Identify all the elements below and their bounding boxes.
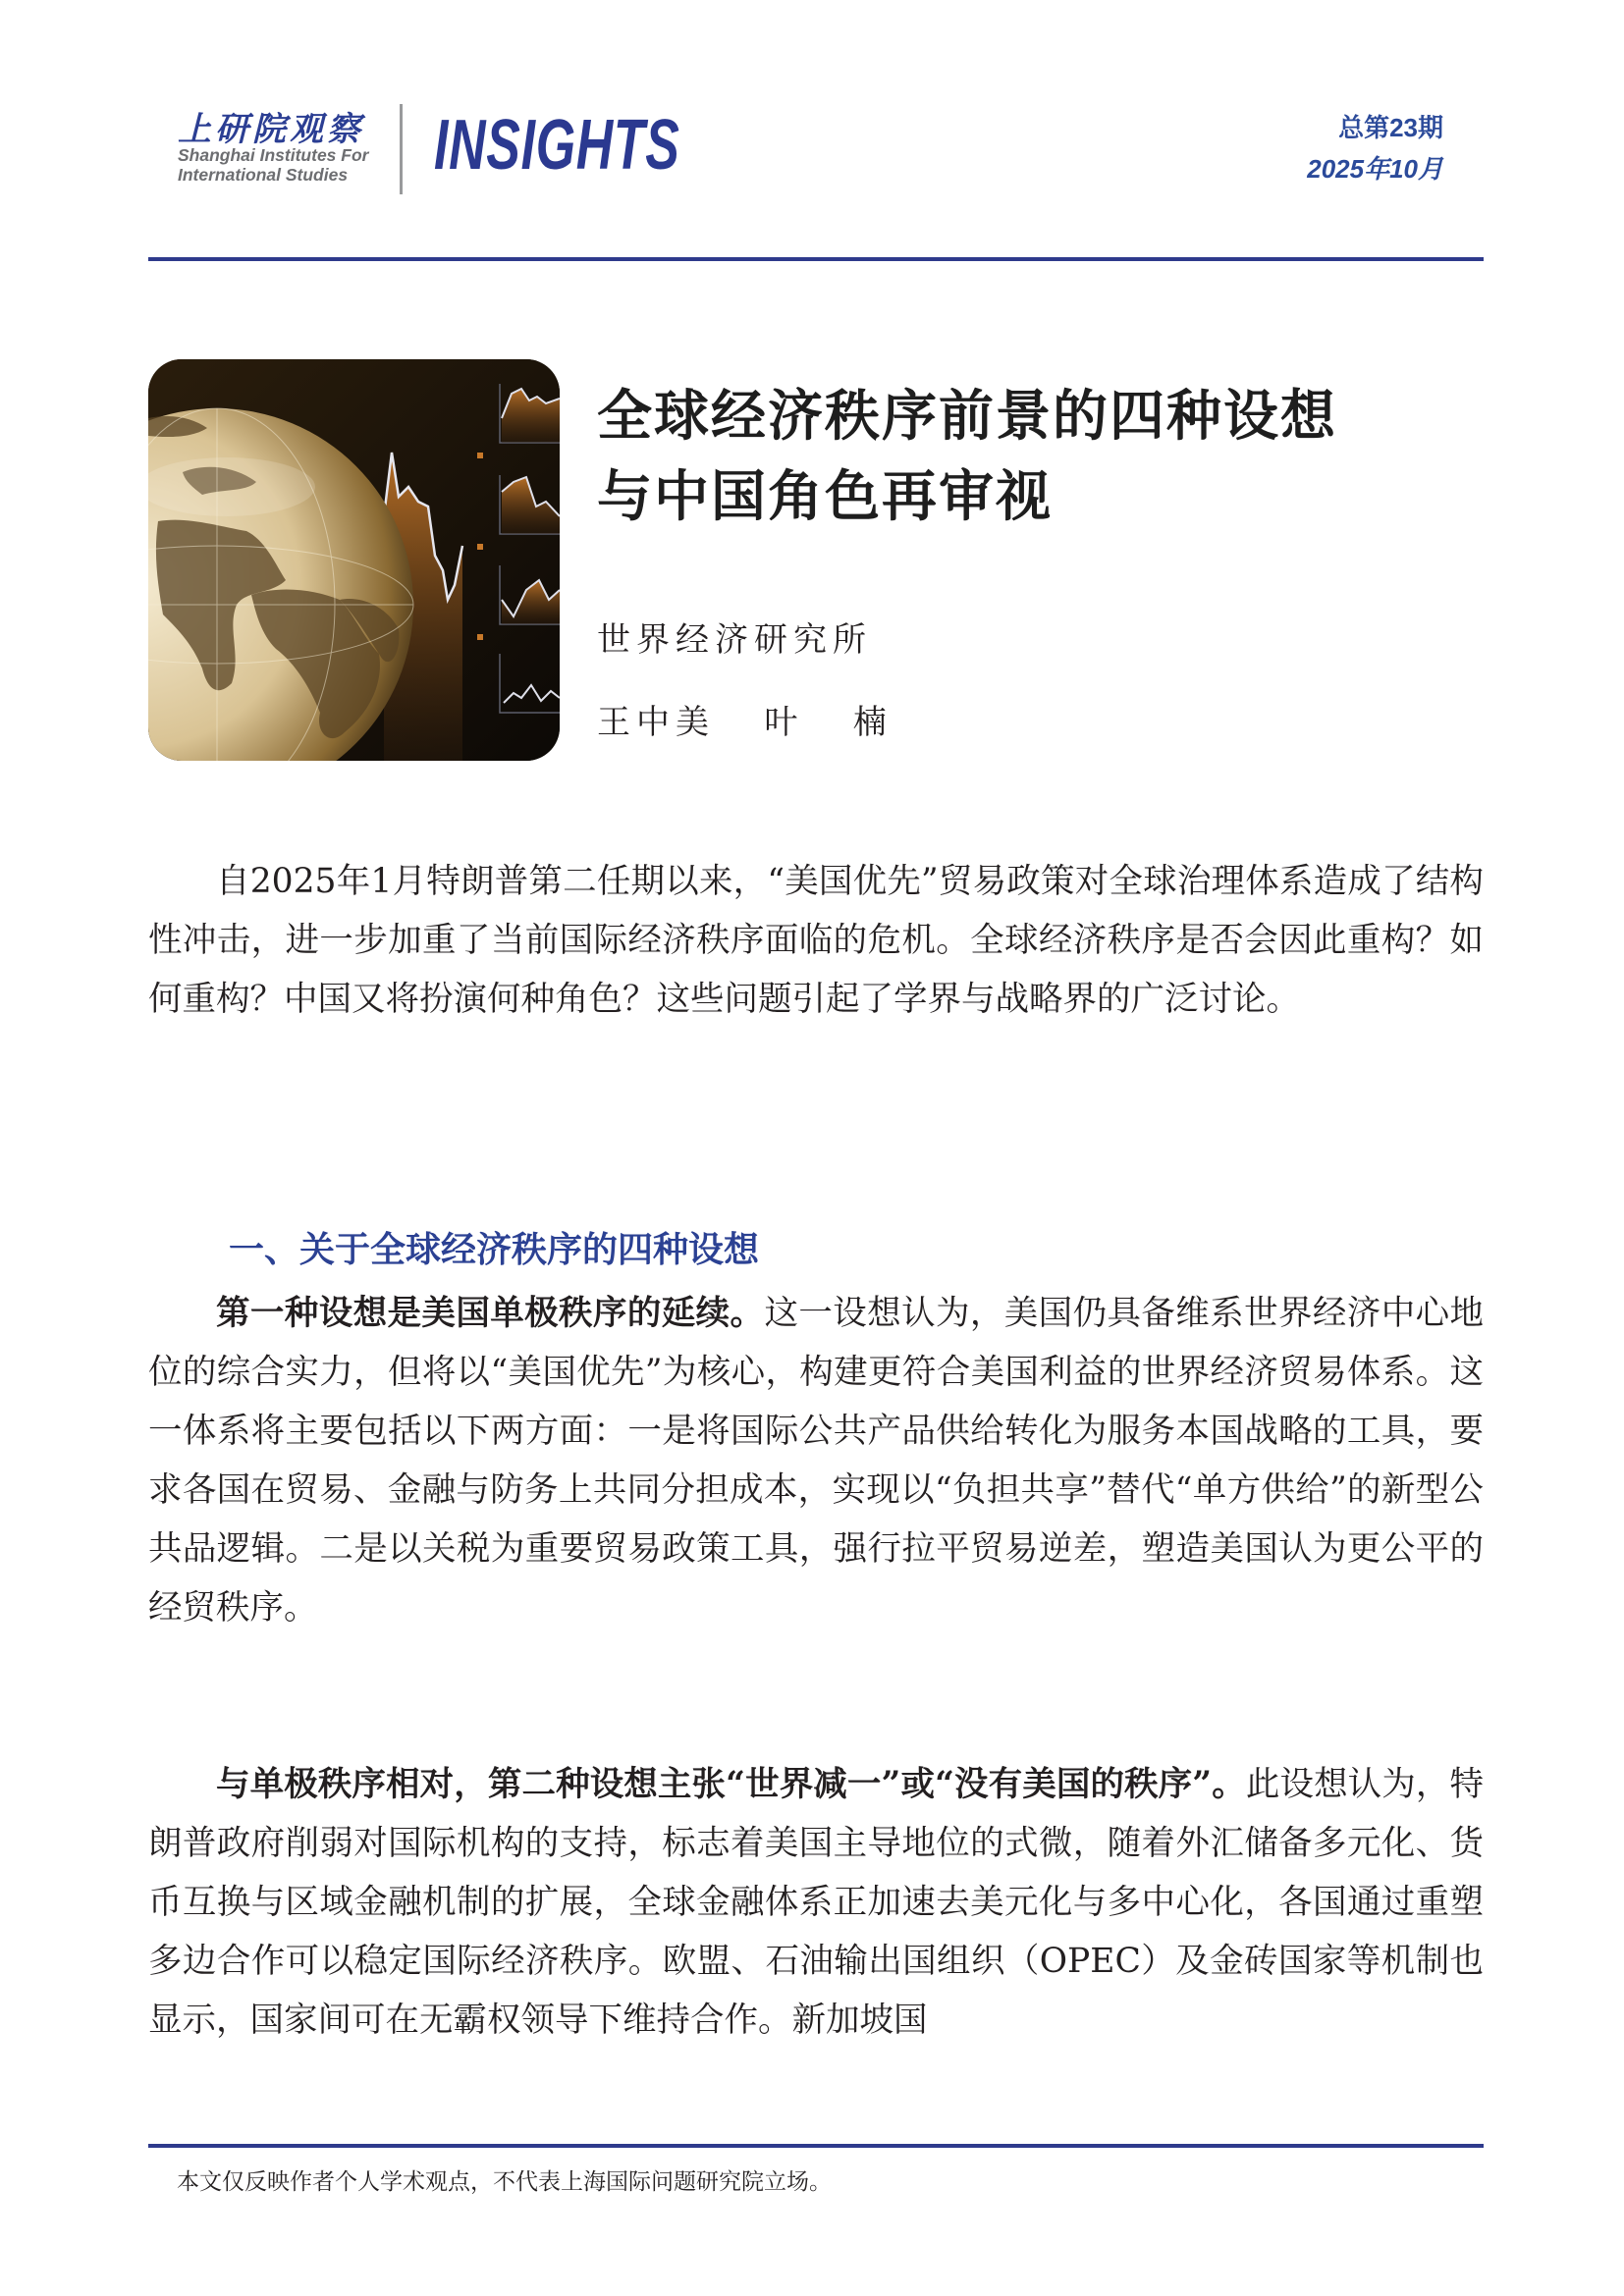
footer-rule (148, 2144, 1484, 2148)
paragraph-second-scenario (148, 1755, 1484, 2050)
paragraph-lead: 第一种设想是美国单极秩序的延续。 (216, 1294, 765, 1333)
paragraph-body: 此设想认为，特朗普政府削弱对国际机构的支持，标志着美国主导地位的式微，随着外汇储备多元化、货币互换与区域金融机制的扩展，全球金融体系正加速去美元化与多中心化，各国通过重塑多边合作可以稳定国际经济秩序。欧盟、石油输出国组织（OPEC）及金砖国家等机制也显示，国家间可在无霸权领导下维持合作。新加坡国 (148, 1765, 1485, 2040)
issue-number: 总第23期 (1338, 113, 1443, 142)
paragraph-first-scenario (148, 1284, 1484, 1637)
article-title-line1: 全球经济秩序前景的四种设想 (597, 385, 1337, 449)
paragraph-first-scenario-block (148, 1284, 1484, 1637)
series-name: INSIGHTS (434, 106, 680, 185)
issue-date: 2025年10月 (1307, 154, 1443, 184)
article-title-line2: 与中国角色再审视 (597, 465, 1053, 529)
intro-paragraph-block (148, 852, 1484, 1029)
paragraph-body: 这一设想认为，美国仍具备维系世界经济中心地位的综合实力，但将以“美国优先”为核心，构建更符合美国利益的世界经济贸易体系。这一体系将主要包括以下两方面：一是将国际公共产品供给转化为服务本国战略的工具，要求各国在贸易、金融与防务上共同分担成本，实现以“负担共享”替代“单方供给”的新型公共品逻辑。二是以关税为重要贸易政策工具，强行拉平贸易逆差，塑造美国认为更公平的经贸秩序。 (148, 1294, 1485, 1628)
logo-chinese: 上研院观察 (178, 110, 364, 149)
logo-divider (400, 104, 403, 194)
paragraph-lead: 与单极秩序相对，第二种设想主张“世界减一”或“没有美国的秩序”。 (216, 1765, 1246, 1804)
globe-with-stock-charts-image (148, 359, 560, 761)
logo-english-line1: Shanghai Institutes For (178, 145, 369, 165)
header-rule (148, 257, 1484, 261)
author-names: 王中美 叶 楠 (597, 703, 893, 742)
paragraph-second-scenario-block (148, 1755, 1484, 2050)
logo-english-line2: International Studies (178, 165, 349, 185)
section-heading: 一、关于全球经济秩序的四种设想 (229, 1229, 760, 1270)
disclaimer-note: 本文仅反映作者个人学术观点，不代表上海国际问题研究院立场。 (177, 2169, 832, 2195)
author-affiliation: 世界经济研究所 (597, 620, 872, 660)
intro-paragraph: 自2025年1月特朗普第二任期以来，“美国优先”贸易政策对全球治理体系造成了结构性冲击，进一步加重了当前国际经济秩序面临的危机。全球经济秩序是否会因此重构？如何重构？中国又将扮演何种角色？这些问题引起了学界与战略界的广泛讨论。 (148, 862, 1484, 1019)
